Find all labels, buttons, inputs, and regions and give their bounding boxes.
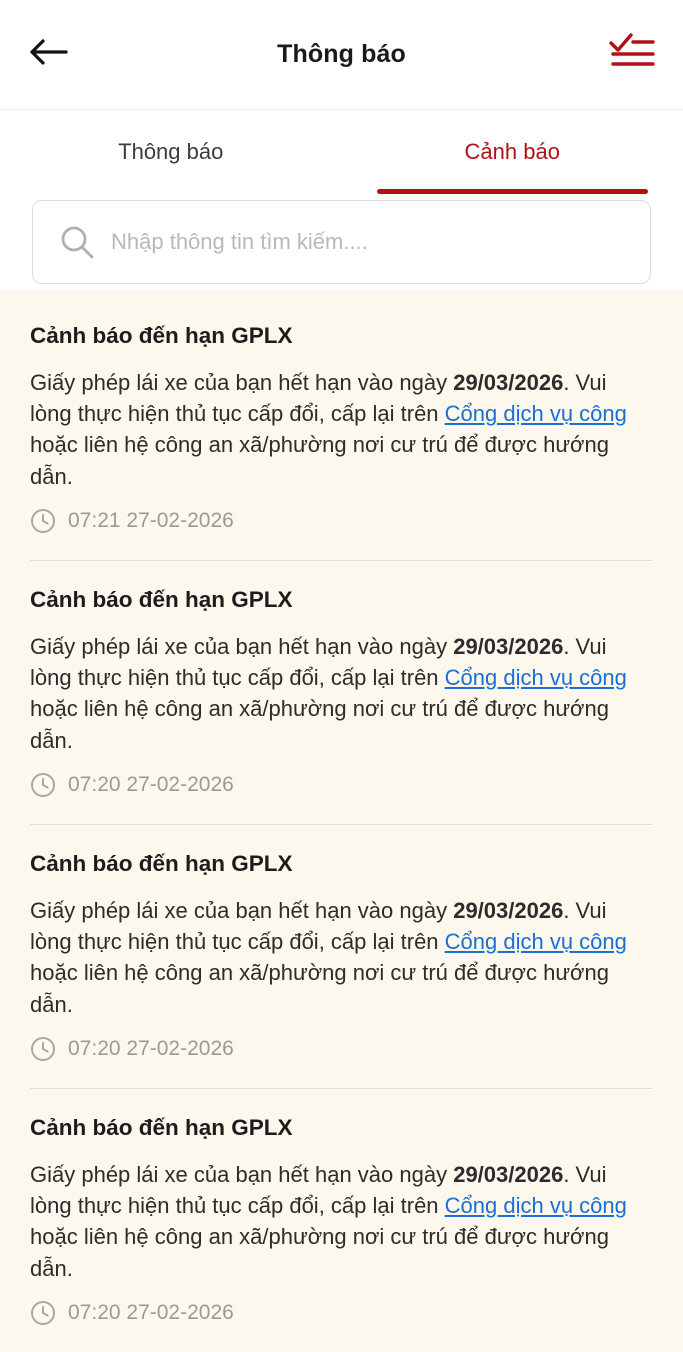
notification-title: Cảnh báo đến hạn GPLX bbox=[30, 1114, 653, 1141]
list-item[interactable] bbox=[0, 824, 683, 1088]
body-text-part2: . Vui lòng thực hiện thủ tục cấp đổi, cấp lại trên bbox=[30, 898, 607, 954]
page-title: Thông báo bbox=[0, 40, 683, 69]
public-service-portal-link[interactable]: Cổng dịch vụ công bbox=[445, 401, 627, 426]
notification-timestamp-row bbox=[30, 1300, 653, 1340]
tab-bar bbox=[0, 110, 683, 194]
notification-body bbox=[30, 367, 653, 492]
clock-icon bbox=[30, 1300, 56, 1326]
arrow-left-icon bbox=[28, 37, 68, 72]
notification-body bbox=[30, 631, 653, 756]
timestamp-label: 07:20 27-02-2026 bbox=[68, 773, 234, 797]
list-item[interactable] bbox=[0, 560, 683, 824]
tab-label: Thông báo bbox=[118, 139, 223, 165]
notification-timestamp-row bbox=[30, 772, 653, 812]
alert-list[interactable] bbox=[0, 290, 683, 1352]
body-text-part2: . Vui lòng thực hiện thủ tục cấp đổi, cấp lại trên bbox=[30, 370, 607, 426]
notification-timestamp-row bbox=[30, 508, 653, 548]
notification-title: Cảnh báo đến hạn GPLX bbox=[30, 586, 653, 613]
clock-icon bbox=[30, 772, 56, 798]
clock-icon bbox=[30, 508, 56, 534]
list-item[interactable] bbox=[0, 296, 683, 560]
body-text-part1: Giấy phép lái xe của bạn hết hạn vào ngày bbox=[30, 898, 453, 923]
app-header bbox=[0, 0, 683, 110]
checklist-icon bbox=[609, 32, 655, 77]
search-section bbox=[0, 194, 683, 290]
notification-title: Cảnh báo đến hạn GPLX bbox=[30, 322, 653, 349]
mark-all-read-button[interactable] bbox=[607, 32, 657, 78]
search-icon bbox=[57, 222, 97, 262]
timestamp-label: 07:21 27-02-2026 bbox=[68, 509, 234, 533]
body-text-part1: Giấy phép lái xe của bạn hết hạn vào ngày bbox=[30, 634, 453, 659]
tab-label: Cảnh báo bbox=[465, 139, 560, 165]
tab-canh-bao[interactable] bbox=[342, 110, 683, 194]
list-item[interactable] bbox=[0, 1088, 683, 1352]
body-text-part3: hoặc liên hệ công an xã/phường nơi cư trú để được hướng dẫn. bbox=[30, 432, 609, 488]
notification-body bbox=[30, 895, 653, 1020]
search-input[interactable] bbox=[111, 229, 626, 255]
expiry-date: 29/03/2026 bbox=[453, 898, 563, 923]
expiry-date: 29/03/2026 bbox=[453, 634, 563, 659]
body-text-part2: . Vui lòng thực hiện thủ tục cấp đổi, cấp lại trên bbox=[30, 634, 607, 690]
expiry-date: 29/03/2026 bbox=[453, 370, 563, 395]
notification-timestamp-row bbox=[30, 1036, 653, 1076]
body-text-part2: . Vui lòng thực hiện thủ tục cấp đổi, cấp lại trên bbox=[30, 1162, 607, 1218]
expiry-date: 29/03/2026 bbox=[453, 1162, 563, 1187]
body-text-part3: hoặc liên hệ công an xã/phường nơi cư trú để được hướng dẫn. bbox=[30, 696, 609, 752]
notification-body bbox=[30, 1159, 653, 1284]
body-text-part1: Giấy phép lái xe của bạn hết hạn vào ngày bbox=[30, 370, 453, 395]
tab-thong-bao[interactable] bbox=[0, 110, 342, 194]
search-box[interactable] bbox=[32, 200, 651, 284]
body-text-part3: hoặc liên hệ công an xã/phường nơi cư trú để được hướng dẫn. bbox=[30, 960, 609, 1016]
public-service-portal-link[interactable]: Cổng dịch vụ công bbox=[445, 929, 627, 954]
timestamp-label: 07:20 27-02-2026 bbox=[68, 1037, 234, 1061]
body-text-part1: Giấy phép lái xe của bạn hết hạn vào ngày bbox=[30, 1162, 453, 1187]
body-text-part3: hoặc liên hệ công an xã/phường nơi cư trú để được hướng dẫn. bbox=[30, 1224, 609, 1280]
public-service-portal-link[interactable]: Cổng dịch vụ công bbox=[445, 665, 627, 690]
public-service-portal-link[interactable]: Cổng dịch vụ công bbox=[445, 1193, 627, 1218]
back-button[interactable] bbox=[22, 29, 74, 81]
notification-title: Cảnh báo đến hạn GPLX bbox=[30, 850, 653, 877]
timestamp-label: 07:20 27-02-2026 bbox=[68, 1301, 234, 1325]
clock-icon bbox=[30, 1036, 56, 1062]
